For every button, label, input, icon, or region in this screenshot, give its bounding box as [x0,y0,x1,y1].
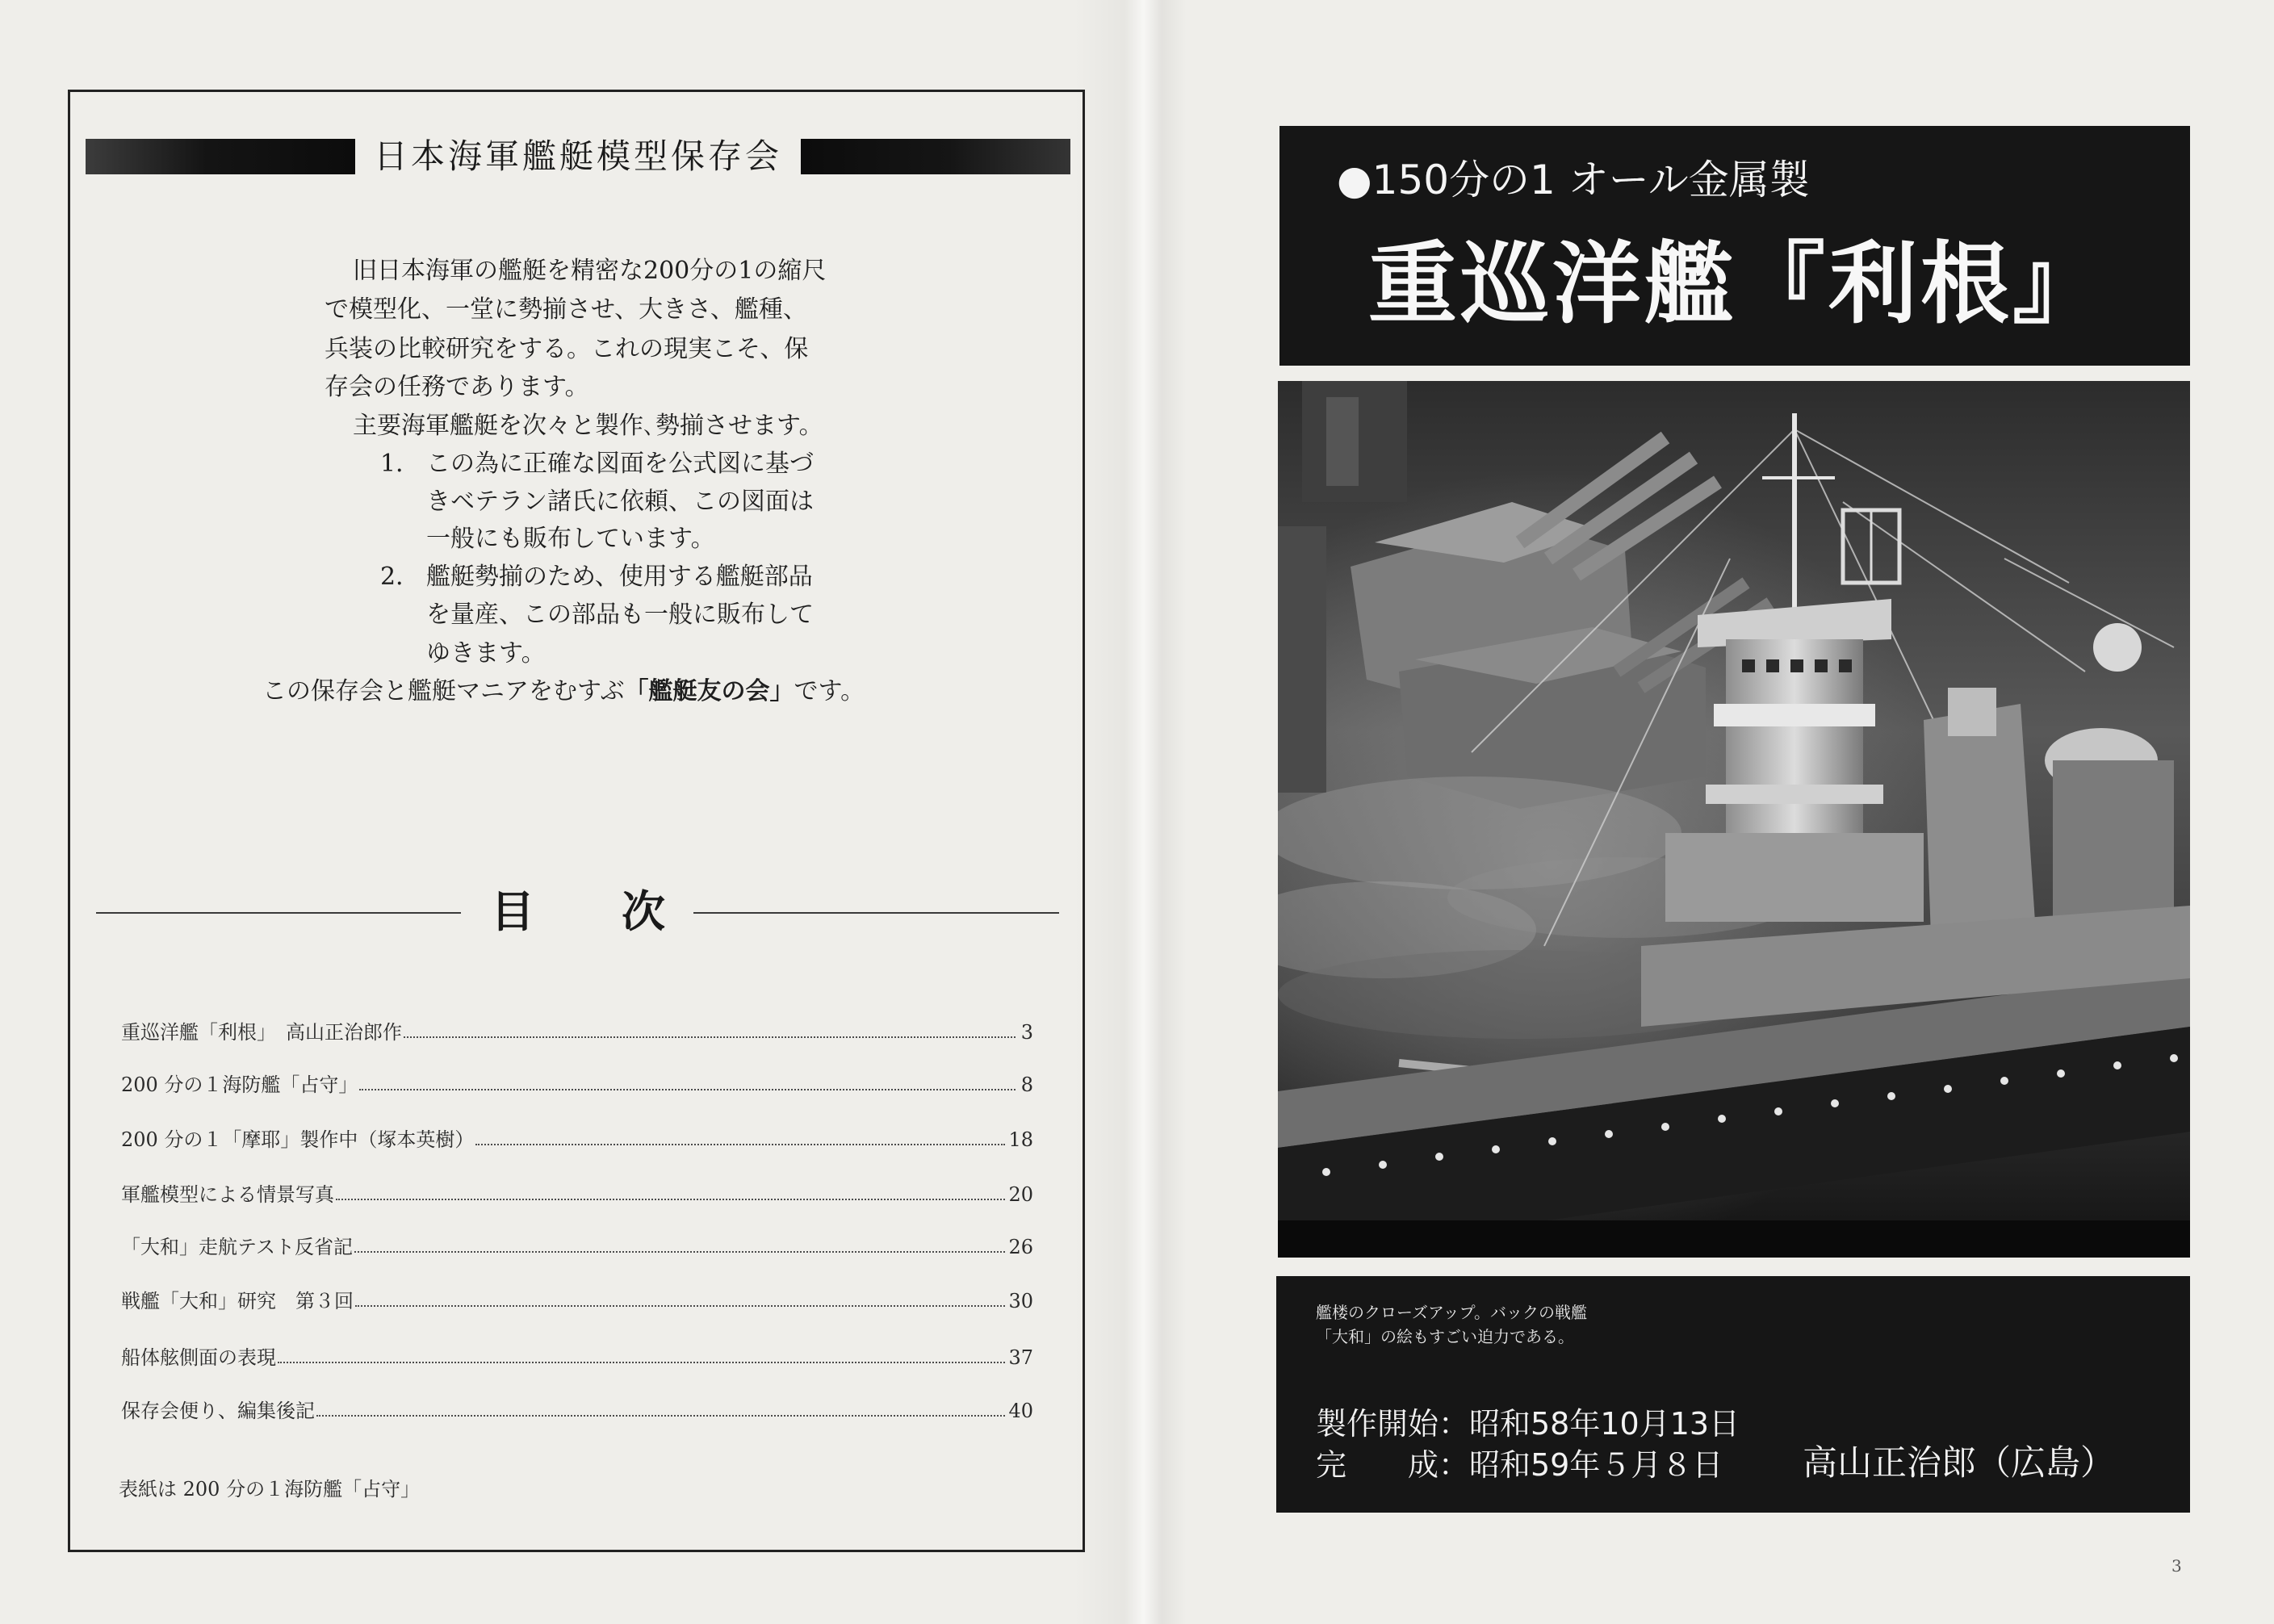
toc-heading-char: 目 [491,886,534,937]
toc-entry[interactable] [121,1128,1033,1152]
toc-page: 26 [1008,1236,1033,1258]
toc-title: 「大和」走航テスト反省記 [121,1236,354,1258]
toc-page: 40 [1008,1400,1033,1422]
toc-page: 20 [1008,1183,1033,1206]
toc-rule-left [96,912,461,914]
toc-page: 8 [1020,1074,1033,1096]
toc-page: 3 [1020,1021,1033,1044]
toc-title: 200 分の１「摩耶」製作中（塚本英樹） [121,1128,475,1151]
toc-leader [404,1036,1016,1038]
intro-line: 主要海軍艦艇を次々と製作､勢揃させます。 [353,412,823,440]
builder-name: 高山正治郎（広島） [1803,1443,2115,1484]
page-number: 3 [2171,1556,2182,1576]
toc-leader [354,1251,1005,1253]
toc-entry[interactable] [121,1289,1033,1313]
toc-page: 37 [1008,1346,1033,1369]
header-bar-right [801,139,1070,174]
cover-note: 表紙は 200 分の１海防艦「占守」 [119,1478,421,1501]
list-marker: 2． [380,563,421,591]
list-item-line: 艦艇勢揃のため、使用する艦艇部品 [426,563,813,591]
society-title: 日本海軍艦艇模型保存会 [373,136,782,176]
production-start: 製作開始：昭和58年10月13日 [1316,1406,1740,1442]
toc-entry[interactable] [121,1073,1033,1097]
toc-title: 保存会便り、編集後記 [121,1400,315,1422]
society-header [86,136,1070,176]
toc-page: 18 [1008,1128,1033,1151]
article-title: 重巡洋艦『利根』 [1368,232,2104,336]
toc-title: 200 分の１海防艦「占守」 [121,1074,358,1096]
toc-leader [316,1415,1005,1417]
toc-entry[interactable] [121,1346,1033,1370]
closing-line [262,678,865,705]
toc-leader [355,1305,1005,1307]
toc-leader [336,1199,1005,1200]
toc-entry[interactable] [121,1235,1033,1259]
article-subtitle: ●150分の1 オール金属製 [1337,157,1810,203]
book-gutter [1074,0,1187,1624]
list-item-line: ゆきます。 [426,639,546,668]
toc-page: 30 [1008,1290,1033,1312]
model-photo [1278,381,2190,1258]
toc-title: 戦艦「大和」研究 第３回 [121,1290,354,1312]
intro-line: 旧日本海軍の艦艇を精密な200分の1の縮尺 [353,257,827,285]
toc-entry[interactable] [121,1182,1033,1207]
toc-leader [475,1144,1005,1145]
intro-line: で模型化、一堂に勢揃させ、大きさ、艦種、 [325,295,807,324]
photo-caption-line: 艦楼のクローズアップ。バックの戦艦 [1316,1303,1587,1322]
title-panel [1279,126,2190,366]
list-item-line: 一般にも販布しています。 [426,525,715,553]
club-name: 「艦艇友の会」 [624,677,794,705]
toc-rule-right [693,912,1059,914]
list-item-line: この為に正確な図面を公式図に基づ [426,450,814,478]
toc-entry[interactable] [121,1020,1033,1044]
toc-heading-char: 次 [622,886,665,937]
intro-line: 存会の任務であります。 [325,373,589,401]
toc-title: 船体舷側面の表現 [121,1346,276,1369]
toc-title: 重巡洋艦「利根」 高山正治郎作 [121,1021,402,1044]
toc-leader [359,1089,1016,1090]
toc-entry[interactable] [121,1399,1033,1423]
header-bar-left [86,139,355,174]
cruiser-model-photo [1278,381,2190,1258]
intro-line: 兵装の比較研究をする。これの現実こそ、保 [325,335,809,363]
photo-caption-line: 「大和」の絵もすごい迫力である。 [1316,1327,1574,1346]
toc-title: 軍艦模型による情景写真 [121,1183,334,1206]
info-panel [1276,1276,2190,1513]
production-finish: 完 成：昭和59年５月８日 [1316,1447,1723,1483]
list-item-line: きベテラン諸氏に依頼、この図面は [426,488,814,516]
closing-text: この保存会と艦艇マニアをむすぶ [262,677,625,705]
toc-leader [278,1362,1005,1363]
list-marker: 1． [380,450,421,478]
list-item-line: を量産、この部品も一般に販布して [426,601,814,629]
closing-suffix: です。 [794,677,865,705]
